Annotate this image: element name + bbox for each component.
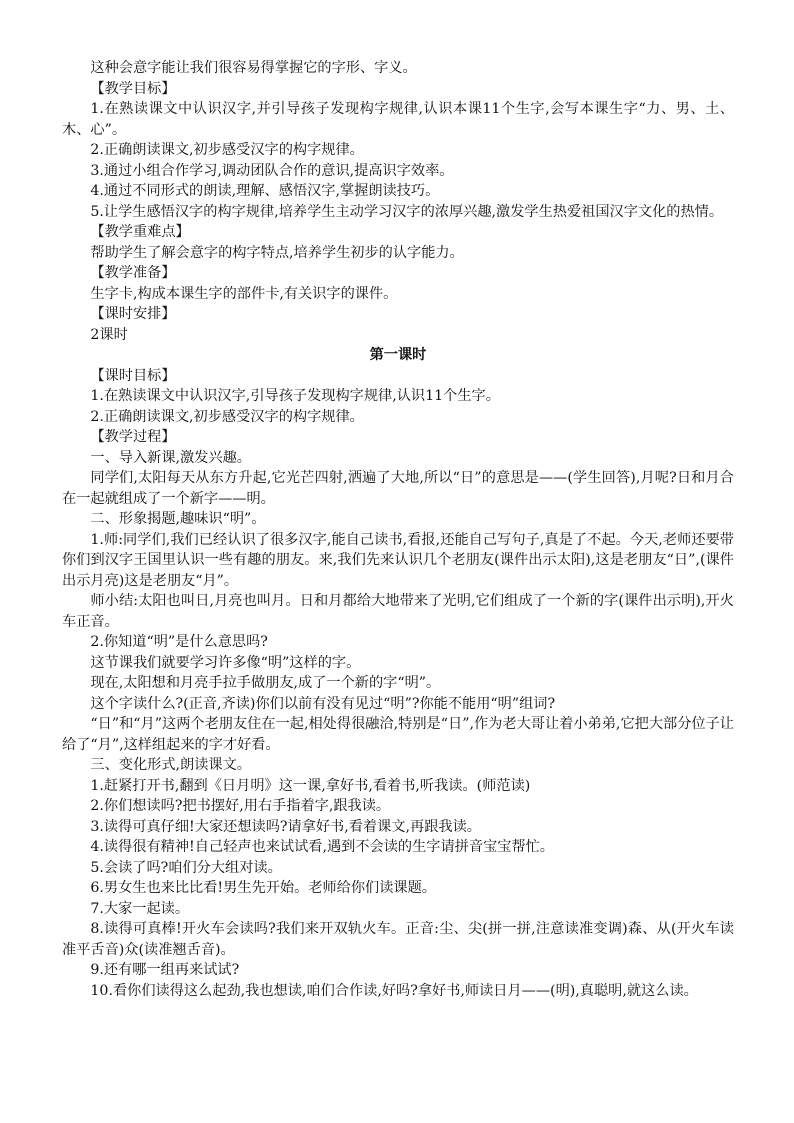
reading-step: 3.读得可真仔细!大家还想读吗?请拿好书,看着课文,再跟我读。 xyxy=(90,818,481,835)
preparation-heading: 【教学准备】 xyxy=(90,265,176,281)
goal-item: 2.正确朗读课文,初步感受汉字的构字规律。 xyxy=(90,408,364,425)
objective-item: 5.让学生感悟汉字的构字规律,培养学生主动学习汉字的浓厚兴趣,激发学生热爱祖国汉字文化的热情。 xyxy=(90,203,724,220)
reading-step: 4.读得很有精神!自己轻声也来试试看,遇到不会读的生字请拼音宝宝帮忙。 xyxy=(90,839,554,855)
document-page xyxy=(62,58,734,1001)
reading-step: 10.看你们读得这么起劲,我也想读,咱们合作读,好吗?拿好书,师读日月——(明),真聪明,就这么读。 xyxy=(90,982,698,999)
objective-item: 4.通过不同形式的朗读,理解、感悟汉字,掌握朗读技巧。 xyxy=(90,183,440,199)
objective-item: 2.正确朗读课文,初步感受汉字的构字规律。 xyxy=(90,142,364,158)
paragraph: 这节课我们就要学习许多像“明”这样的字。 xyxy=(90,654,361,671)
reading-step: 8.读得可真棒!开火车会读吗?我们来开双轨火车。正音:尘、尖(拼一拼,注意读准变调)森、从(开火车读准平舌音)众(读准翘舌音)。 xyxy=(62,921,734,958)
paragraph: 现在,太阳想和月亮手拉手做朋友,成了一个新的字“明”。 xyxy=(90,675,441,691)
lesson-goals-heading: 【课时目标】 xyxy=(90,367,176,384)
reading-step: 5.会读了吗?咱们分大组对读。 xyxy=(90,859,282,876)
step-heading: 三、变化形式,朗读课文。 xyxy=(90,757,251,773)
paragraph: 2课时 xyxy=(90,326,128,343)
paragraph: 这种会意字能让我们很容易得掌握它的字形、字义。 xyxy=(90,60,417,76)
reading-step: 2.你们想读吗?把书摆好,用右手指着字,跟我读。 xyxy=(90,798,391,814)
paragraph: 2.你知道“明”是什么意思吗? xyxy=(90,634,268,650)
paragraph: “日”和“月”这两个老朋友住在一起,相处得很融洽,特别是“日”,作为老大哥让着小弟弟,它把大部分位子让给了“月”,这样组起来的字才好看。 xyxy=(62,716,734,753)
section-heading: 第一课时 xyxy=(369,347,427,363)
step-heading: 二、形象揭题,趣味识“明”。 xyxy=(90,511,266,527)
key-points-heading: 【教学重难点】 xyxy=(90,224,190,240)
reading-step: 9.还有哪一组再来试试? xyxy=(90,962,240,978)
objectives-heading: 【教学目标】 xyxy=(90,80,176,97)
paragraph: 同学们,太阳每天从东方升起,它光芒四射,洒遍了大地,所以“日”的意思是——(学生回答),月呢?日和月合在一起就组成了一个新字——明。 xyxy=(62,470,734,507)
process-heading: 【教学过程】 xyxy=(90,429,176,445)
step-heading: 一、导入新课,激发兴趣。 xyxy=(90,449,251,466)
reading-step: 6.男女生也来比比看!男生先开始。老师给你们读课题。 xyxy=(90,880,436,896)
schedule-heading: 【课时安排】 xyxy=(90,306,176,322)
paragraph: 师小结:太阳也叫日,月亮也叫月。日和月都给大地带来了光明,它们组成了一个新的字(课件出示明),开火车正音。 xyxy=(62,593,734,630)
paragraph: 生字卡,构成本课生字的部件卡,有关识字的课件。 xyxy=(90,285,398,302)
paragraph: 帮助学生了解会意字的构字特点,培养学生初步的认字能力。 xyxy=(90,244,464,261)
paragraph: 这个字读什么?(正音,齐读)你们以前有没有见过“明”?你能不能用“明”组词? xyxy=(90,695,556,712)
paragraph: 1.师:同学们,我们已经认识了很多汉字,能自己读书,看报,还能自己写句子,真是了不起。今天,老师还要带你们到汉字王国里认识一些有趣的朋友。来,我们先来认识几个老朋友(课件出示太阳),这是老朋友“日”,(课件出示月亮)这是老朋友“月”。 xyxy=(62,531,734,589)
objective-item: 1.在熟读课文中认识汉字,并引导孩子发现构字规律,认识本课11个生字,会写本课生字“力、男、土、木、心”。 xyxy=(62,101,734,138)
reading-step: 7.大家一起读。 xyxy=(90,900,190,917)
reading-step: 1.赶紧打开书,翻到《日月明》这一课,拿好书,看着书,听我读。(师范读) xyxy=(90,777,531,794)
objective-item: 3.通过小组合作学习,调动团队合作的意识,提高识字效率。 xyxy=(90,162,454,179)
goal-item: 1.在熟读课文中认识汉字,引导孩子发现构字规律,认识11个生字。 xyxy=(90,388,500,404)
